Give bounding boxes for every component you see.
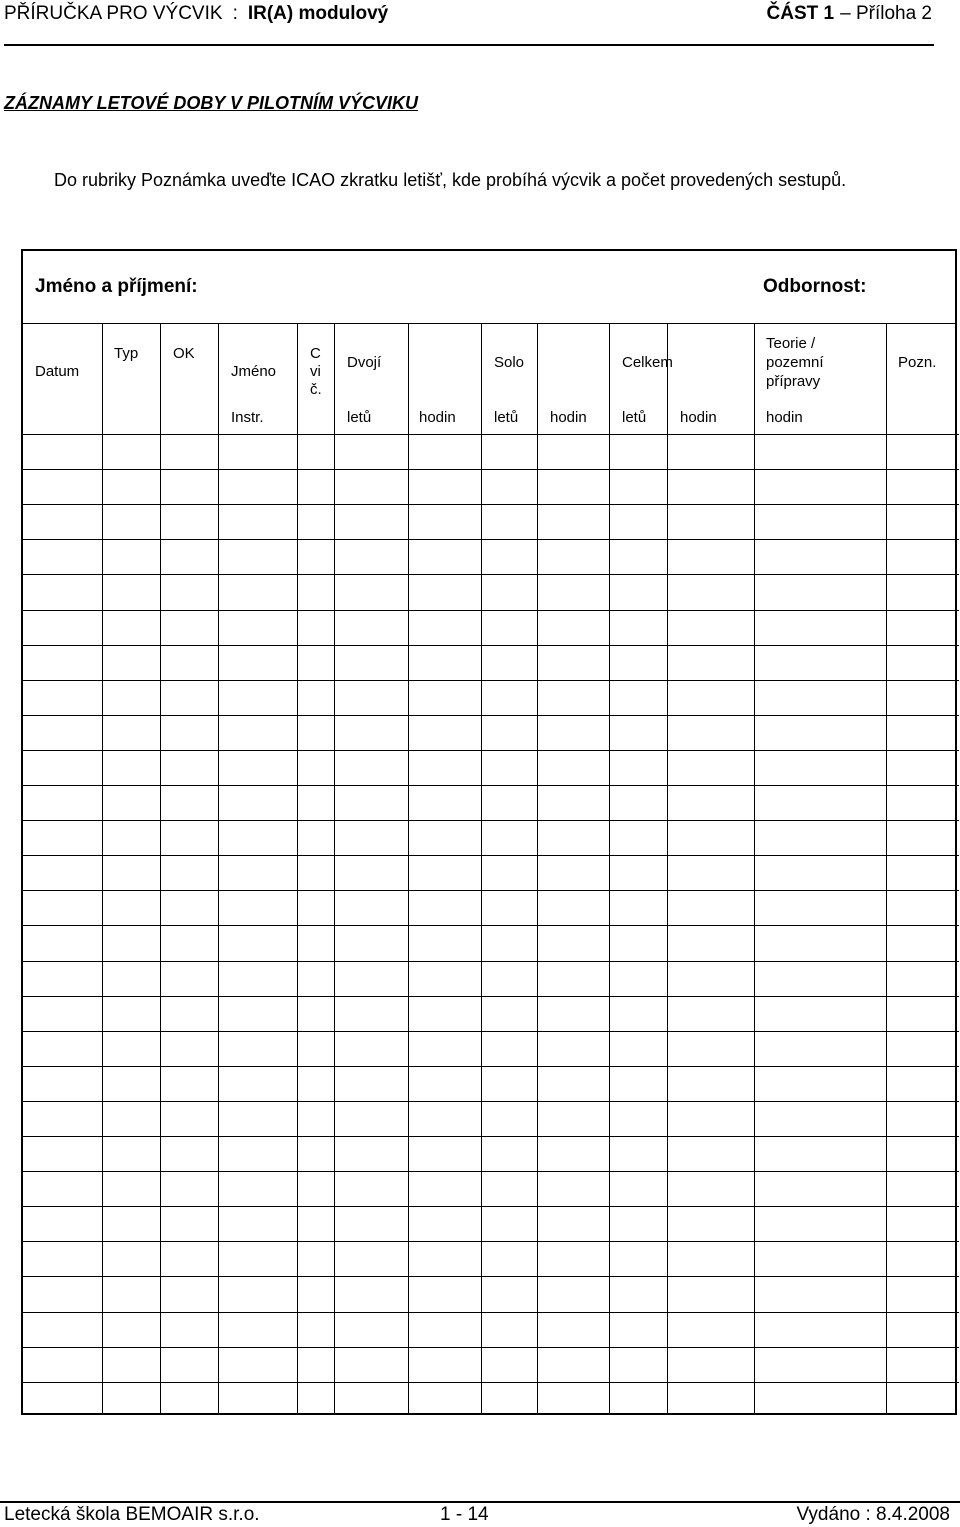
subheader-solo-letu: letů [494, 409, 519, 426]
subheader-celkem-letu: letů [622, 409, 647, 426]
instruction-text: Do rubriky Poznámka uveďte ICAO zkratku letišť, kde probíhá výcvik a počet provedených sestupů. [54, 170, 847, 190]
footer-issue-date: Vydáno : 8.4.2008 [796, 1504, 950, 1525]
col-header-instr: Instr. [231, 409, 264, 426]
col-header-cvic-c: C [310, 345, 321, 362]
col-header-datum: Datum [35, 363, 80, 380]
manual-title: PŘÍRUČKA PRO VÝCVIK [4, 3, 223, 24]
subheader-celkem-hodin: hodin [680, 409, 717, 426]
part-label: ČÁST 1 [766, 3, 835, 24]
col-header-ok: OK [173, 345, 195, 362]
page-header [0, 0, 940, 46]
header-separator: : [232, 3, 238, 24]
subheader-dvoji-hodin: hodin [419, 409, 456, 426]
col-header-celkem: Celkem [622, 354, 673, 371]
header-right: ČÁST 1 – Příloha 2 [766, 3, 932, 24]
flight-log-form [21, 249, 957, 1415]
col-header-solo: Solo [494, 354, 525, 371]
footer-page-number: 1 - 14 [440, 1504, 489, 1525]
footer-rule [0, 1501, 960, 1503]
subheader-teorie-hodin: hodin [766, 409, 803, 426]
col-header-cvic-vi: vi [310, 363, 321, 380]
col-header-pozn: Pozn. [898, 354, 937, 371]
col-header-teorie-3: přípravy [766, 373, 821, 390]
document-title: ZÁZNAMY LETOVÉ DOBY V PILOTNÍM VÝCVIKU [4, 93, 419, 113]
subheader-dvoji-letu: letů [347, 409, 372, 426]
col-header-teorie-1: Teorie / [766, 335, 816, 352]
appendix-label: Příloha 2 [855, 3, 932, 24]
header-rule [4, 44, 934, 46]
footer-organization: Letecká škola BEMOAIR s.r.o. [4, 1504, 260, 1525]
col-header-jmeno: Jméno [231, 363, 277, 380]
name-label: Jméno a příjmení: [35, 276, 198, 297]
course-name: IR(A) modulový [247, 3, 389, 24]
col-header-typ: Typ [114, 345, 139, 362]
subheader-solo-hodin: hodin [550, 409, 587, 426]
log-table-grid [23, 251, 959, 1417]
header-left [4, 3, 388, 25]
col-header-cvic-ch: č. [310, 381, 322, 398]
col-header-dvoji: Dvojí [347, 354, 382, 371]
specialty-label: Odbornost: [763, 276, 867, 297]
col-header-teorie-2: pozemní [766, 354, 824, 371]
